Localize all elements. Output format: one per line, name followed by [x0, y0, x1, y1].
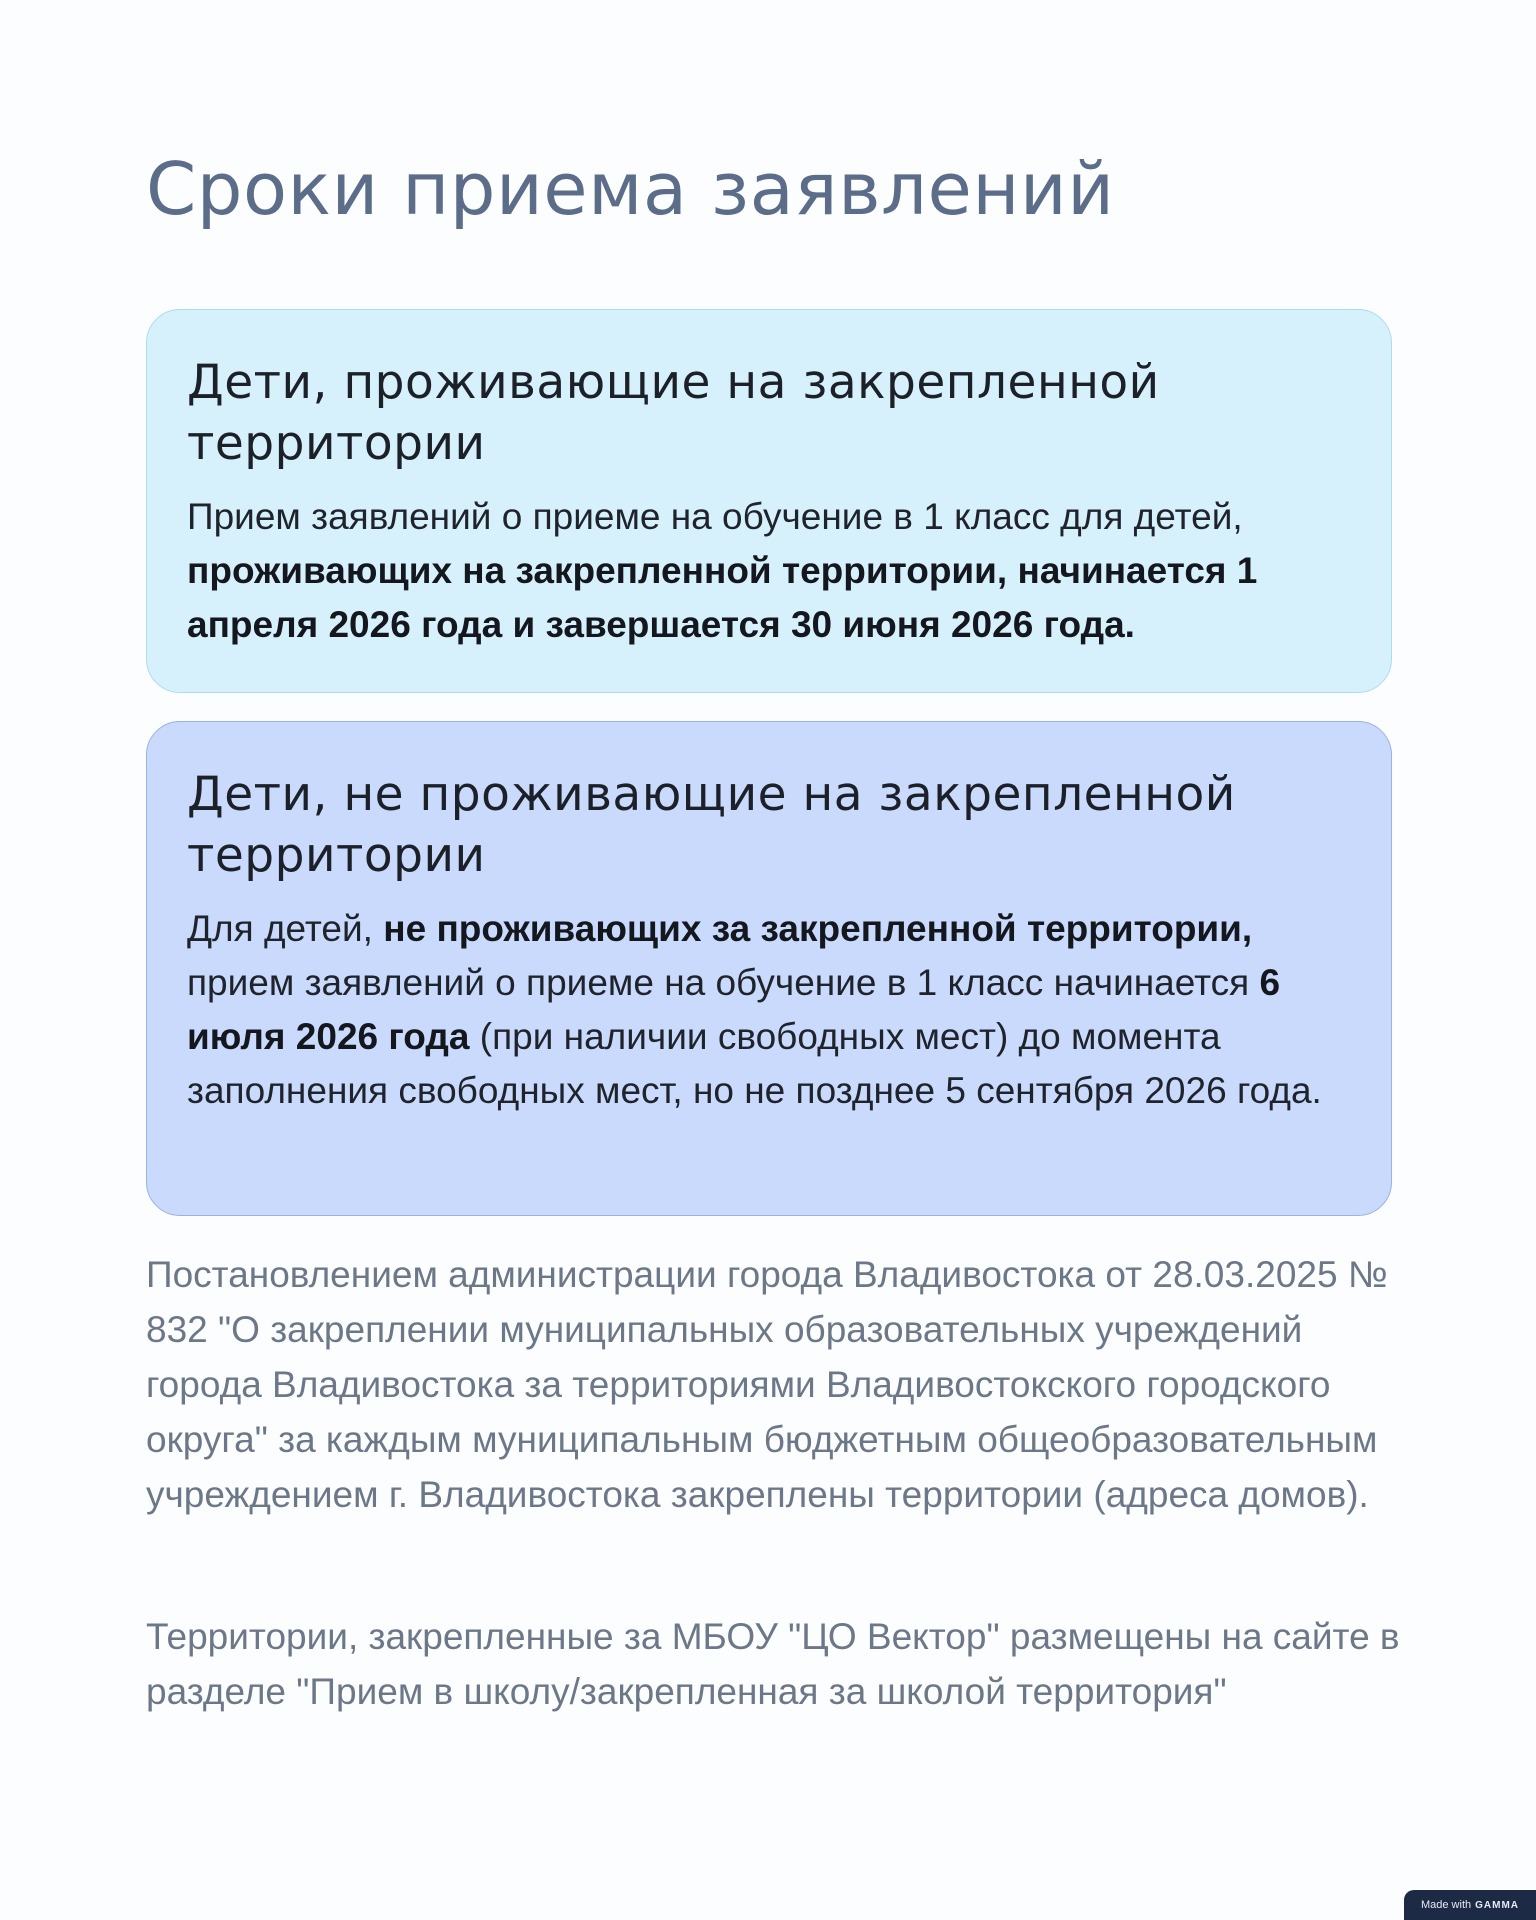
made-with-gamma-badge[interactable] — [1404, 1890, 1536, 1920]
card-residents — [146, 309, 1392, 693]
page-title: Сроки приема заявлений — [146, 147, 1115, 231]
card-body-text-bold: проживающих на закрепленной территории, начинается 1 апреля 2026 года и завершается 30 июня 2026 года. — [187, 550, 1258, 645]
card-body-text-bold: не проживающих за закрепленной территории, — [383, 908, 1253, 949]
card-body — [187, 490, 1351, 652]
card-body-text: Для детей, — [187, 908, 384, 949]
note-resolution: Постановлением администрации города Владивостока от 28.03.2025 № 832 "О закреплении муниципальных образовательных учреждений города Владивостока за территориями Владивостокского городского округа" за каждым муниципальным бюджетным общеобразовательным учреждением г. Владивостока закреплены территории (адреса домов). — [146, 1254, 1388, 1515]
note-territories: Территории, закрепленные за МБОУ "ЦО Вектор" размещены на сайте в разделе "Прием в школу/закрепленная за школой территория" — [146, 1616, 1400, 1712]
card-body — [187, 902, 1351, 1118]
card-heading: Дети, не проживающие на закрепленной территории — [187, 767, 1236, 883]
gamma-logo: GAMMA — [1475, 1899, 1520, 1911]
card-heading: Дети, проживающие на закрепленной территории — [187, 355, 1160, 471]
card-non-residents — [146, 721, 1392, 1216]
badge-prefix: Made with — [1420, 1899, 1472, 1911]
card-body-text: (при наличии свободных мест) до момента заполнения свободных мест, но не позднее 5 сентября 2026 года. — [187, 1016, 1322, 1111]
card-body-text: прием заявлений о приеме на обучение в 1 класс начинается — [187, 962, 1260, 1003]
card-body-text-bold: 6 июля 2026 года — [187, 962, 1281, 1057]
card-body-text: Прием заявлений о приеме на обучение в 1 класс для детей, — [187, 496, 1243, 537]
